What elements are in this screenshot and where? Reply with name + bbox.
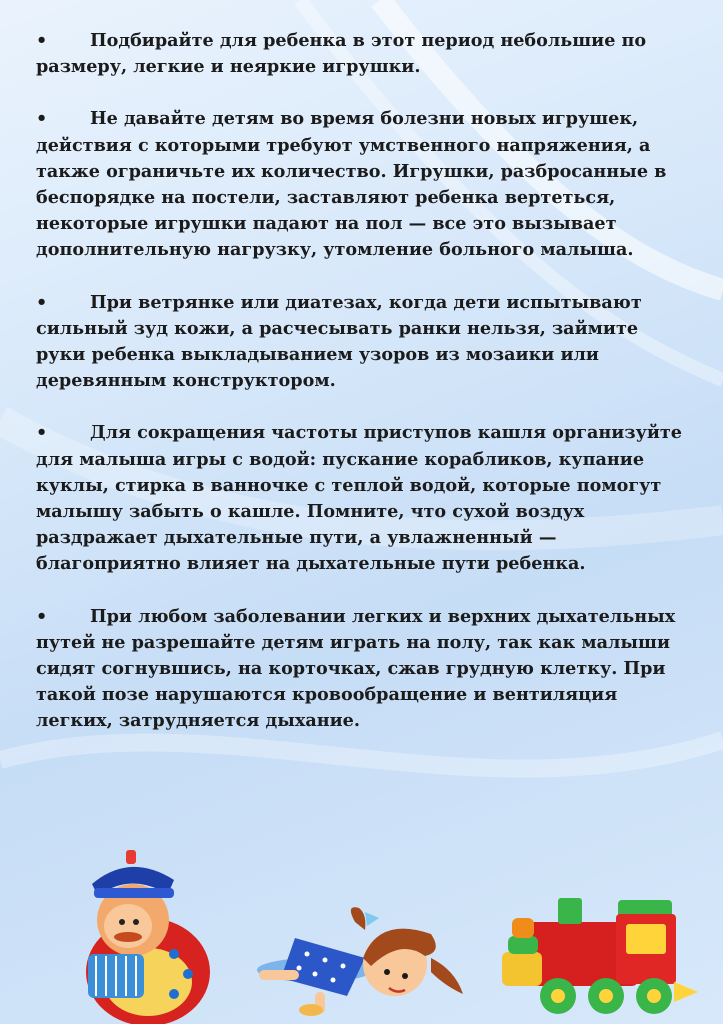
- toy-train-icon: [498, 892, 703, 1022]
- paragraph-text: Для сокращения частоты приступов кашля организуйте для малыша игры с водой: пускание корабликов, купание куклы, стирка в ванночке с теплой водой, которые помогут малышу забыть о кашле. Помните, что сухой воздух раздражает дыхательные пути, а увлажненный — благоприятно влияет на дыхательные пути ребенка.: [36, 422, 682, 575]
- paragraph-text: Не давайте детям во время болезни новых игрушек, действия с которыми требуют умственного напряжения, а также ограничьте их количество. Игрушки, разбросанные в беспорядке на постели, заставляют ребенка вертеться, некоторые игрушки падают на пол — все это вызывает дополнительную нагрузку, утомление больного малыша.: [36, 108, 667, 261]
- paragraph-5: [36, 604, 688, 735]
- paragraph-3: [36, 290, 688, 395]
- roly-poly-doll-icon: [78, 842, 218, 1024]
- bullet-icon: •: [36, 291, 48, 313]
- text-block: [36, 28, 688, 761]
- paragraph-2: [36, 106, 688, 263]
- bullet-icon: •: [36, 422, 48, 444]
- bullet-icon: •: [36, 30, 48, 51]
- bullet-icon: •: [36, 108, 48, 130]
- paragraph-4: [36, 420, 688, 577]
- lying-girl-icon: [255, 898, 470, 1018]
- bullet-icon: •: [36, 605, 48, 627]
- paragraph-1: [36, 28, 688, 80]
- paragraph-text: При любом заболевании легких и верхних дыхательных путей не разрешайте детям играть на полу, так как малыши сидят согнувшись, на корточках, сжав грудную клетку. При такой позе нарушаются кровообращение и вентиляция легких, затрудняется дыхание.: [36, 605, 676, 732]
- paragraph-text: Подбирайте для ребенка в этот период небольшие по размеру, легкие и неяркие игрушки.: [36, 30, 647, 78]
- paragraph-text: При ветрянке или диатезах, когда дети испытывают сильный зуд кожи, а расчесывать ранки нельзя, займите руки ребенка выкладыванием узоров из мозаики или деревянным конструктором.: [36, 291, 642, 392]
